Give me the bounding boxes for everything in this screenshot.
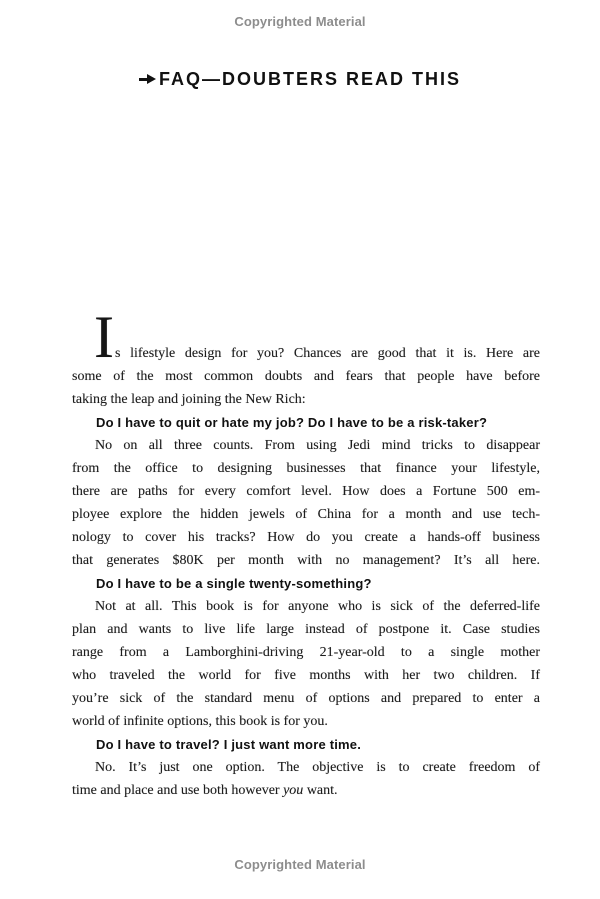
text-segment: No on all three counts. From using Jedi mind tricks to disappear xyxy=(95,438,540,453)
body-text xyxy=(72,304,540,802)
paragraph xyxy=(72,434,540,572)
section-heading xyxy=(0,68,600,92)
text-line xyxy=(72,304,540,370)
copyright-notice-bottom: Copyrighted Material xyxy=(234,857,366,872)
text-segment: taking the leap and joining the New Rich: xyxy=(72,392,306,407)
paragraph xyxy=(72,595,540,733)
text-segment: No. It’s just one option. The objective is to create freedom of xyxy=(95,760,540,775)
copyright-notice-top: Copyrighted Material xyxy=(234,14,366,29)
text-line xyxy=(72,779,540,802)
text-line xyxy=(72,388,540,411)
text-segment: s lifestyle design for you? Chances are good that it is. Here are xyxy=(114,346,540,361)
raised-cap-initial: I xyxy=(94,304,115,370)
text-segment: from the office to designing businesses that finance your lifestyle, xyxy=(72,461,540,476)
question-line: Do I have to be a single twenty-something? xyxy=(96,576,372,591)
section-heading-text: FAQ—DOUBTERS READ THIS xyxy=(158,68,461,89)
text-segment: Not at all. This book is for anyone who is sick of the deferred-life xyxy=(95,599,540,614)
text-line xyxy=(72,756,540,779)
text-line xyxy=(72,549,540,572)
text-line xyxy=(72,457,540,480)
text-segment: ployee explore the hidden jewels of China for a month and use tech- xyxy=(72,507,540,522)
text-segment: want. xyxy=(303,783,338,798)
text-line xyxy=(72,526,540,549)
text-line xyxy=(72,503,540,526)
text-segment: you’re sick of the standard menu of options and prepared to enter a xyxy=(72,691,540,706)
italic-word: you xyxy=(283,783,304,798)
text-segment: there are paths for every comfort level. How does a Fortune 500 em- xyxy=(72,484,540,499)
text-segment: plan and wants to live life large instead of postpone it. Case studies xyxy=(72,622,540,637)
text-segment: world of infinite options, this book is for you. xyxy=(72,714,328,729)
text-segment: who traveled the world for five months with her two children. If xyxy=(72,668,540,683)
text-line xyxy=(72,710,540,733)
right-arrow-icon xyxy=(139,68,156,89)
text-segment: nology to cover his tracks? How do you create a hands-off business xyxy=(72,530,540,545)
text-segment: range from a Lamborghini-driving 21-year-old to a single mother xyxy=(72,645,540,660)
text-line xyxy=(72,434,540,457)
text-line xyxy=(72,687,540,710)
text-line xyxy=(72,641,540,664)
text-line xyxy=(72,664,540,687)
text-segment: that generates $80K per month with no management? It’s all here. xyxy=(72,553,540,568)
text-line xyxy=(72,365,540,388)
text-line xyxy=(72,595,540,618)
text-segment: time and place and use both however xyxy=(72,783,284,798)
question-line: Do I have to quit or hate my job? Do I have to be a risk-taker? xyxy=(96,415,488,430)
text-line xyxy=(72,618,540,641)
text-line xyxy=(72,480,540,503)
text-segment: some of the most common doubts and fears that people have before xyxy=(72,369,540,384)
question-line: Do I have to travel? I just want more time. xyxy=(96,737,362,752)
paragraph xyxy=(72,304,540,411)
paragraph xyxy=(72,756,540,802)
